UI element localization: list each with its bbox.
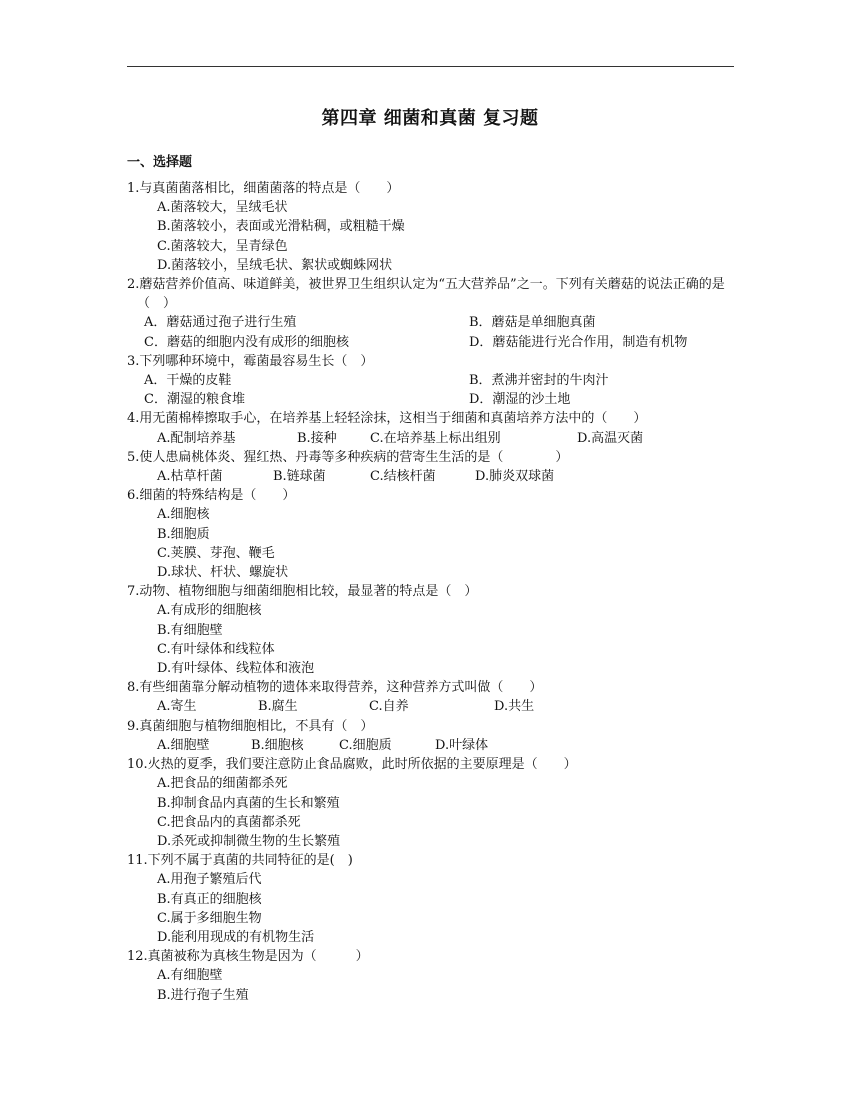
option-c: C.菌落较大，呈青绿色 [157, 238, 288, 254]
option-c: C.自养 [369, 699, 409, 715]
option-d: D.叶绿体 [435, 737, 489, 753]
option-list [127, 697, 737, 716]
question-11 [127, 851, 737, 947]
option-b: B.抑制食品内真菌的生长和繁殖 [157, 795, 340, 811]
option-a: A．蘑菇通过孢子进行生殖 [144, 315, 297, 331]
question-stem: 6.细菌的特殊结构是（ ） [127, 488, 296, 504]
option-list [127, 870, 737, 947]
option-d: D.共生 [494, 699, 535, 715]
option-d: D.菌落较小，呈绒毛状、絮状或蜘蛛网状 [157, 257, 393, 273]
option-b: B.菌落较小，表面或光滑粘稠，或粗糙干燥 [157, 219, 405, 235]
option-a: A.有成形的细胞核 [157, 603, 262, 619]
option-a: A.用孢子繁殖后代 [157, 872, 262, 888]
option-b: B.有真正的细胞核 [157, 891, 262, 907]
option-a: A．干燥的皮鞋 [144, 373, 232, 389]
option-a: A.菌落较大，呈绒毛状 [157, 200, 288, 216]
option-c: C.细胞质 [339, 737, 392, 753]
option-c: C.把食品内的真菌都杀死 [157, 814, 301, 830]
question-7 [127, 582, 737, 678]
option-b: B.腐生 [258, 699, 298, 715]
page-title: 第四章 细菌和真菌 复习题 [321, 108, 539, 129]
question-stem: 1.与真菌菌落相比，细菌菌落的特点是（ ） [127, 181, 400, 196]
question-list [127, 179, 737, 1005]
option-a: A.配制培养基 [157, 430, 236, 446]
question-stem: 12.真菌被称为真核生物是因为（ ） [127, 949, 369, 965]
option-d: D．蘑菇能进行光合作用，制造有机物 [469, 334, 688, 350]
question-stem: 7.动物、植物细胞与细菌细胞相比较，最显著的特点是（ ） [127, 584, 478, 600]
question-6 [127, 486, 737, 582]
option-b: B.细胞核 [251, 737, 304, 753]
question-stem: 4.用无菌棉棒擦取手心，在培养基上轻轻涂抹，这相当于细菌和真菌培养方法中的（ ） [127, 411, 647, 427]
option-a: A.寄生 [157, 699, 197, 715]
question-9 [127, 717, 737, 755]
option-c: C.结核杆菌 [370, 469, 436, 485]
option-list [127, 505, 737, 582]
option-d: D.有叶绿体、线粒体和液泡 [157, 661, 315, 677]
question-stem: 2.蘑菇营养价值高、味道鲜美，被世界卫生组织认定为“五大营养品”之一。下列有关蘑菇的说法正确的是（ ） [127, 277, 725, 312]
option-list [127, 198, 737, 275]
option-b: B.有细胞壁 [157, 622, 223, 638]
option-c: C.荚膜、芽孢、鞭毛 [157, 545, 275, 561]
question-stem: 10.火热的夏季，我们要注意防止食品腐败，此时所依据的主要原理是（ ） [127, 757, 577, 773]
option-a: A.细胞壁 [157, 737, 210, 753]
option-list [127, 313, 737, 351]
option-b: B．蘑菇是单细胞真菌 [469, 315, 596, 331]
question-stem: 5.使人患扁桃体炎、猩红热、丹毒等多种疾病的营寄生生活的是（ ） [127, 449, 569, 465]
option-d: D.球状、杆状、螺旋状 [157, 565, 289, 581]
question-stem: 9.真菌细胞与植物细胞相比，不具有（ ） [127, 718, 374, 734]
question-12 [127, 947, 737, 1005]
question-5 [127, 448, 737, 486]
option-c: C.在培养基上标出组别 [370, 430, 501, 446]
option-list [127, 966, 737, 1004]
option-d: D.肺炎双球菌 [475, 469, 555, 485]
option-list [127, 467, 737, 486]
header-rule [127, 66, 734, 67]
option-b: B.接种 [297, 430, 337, 446]
question-stem: 3.下列哪种环境中，霉菌最容易生长（ ） [127, 353, 374, 369]
option-list [127, 601, 737, 678]
question-8 [127, 678, 737, 716]
option-b: B.细胞质 [157, 526, 210, 542]
option-c: C.属于多细胞生物 [157, 910, 262, 926]
option-c: C．潮湿的粮食堆 [144, 392, 245, 408]
option-c: C.有叶绿体和线粒体 [157, 641, 275, 657]
option-list [127, 736, 737, 755]
option-d: D.杀死或抑制微生物的生长繁殖 [157, 833, 341, 849]
option-list [127, 774, 737, 851]
option-a: A.有细胞壁 [157, 968, 223, 984]
question-1 [127, 179, 737, 275]
section-heading: 一、选择题 [127, 155, 193, 170]
option-a: A.把食品的细菌都杀死 [157, 776, 288, 792]
option-c: C．蘑菇的细胞内没有成形的细胞核 [144, 334, 349, 350]
option-list [127, 429, 737, 448]
option-b: B.进行孢子生殖 [157, 987, 249, 1003]
question-3 [127, 352, 737, 410]
option-d: D.能利用现成的有机物生活 [157, 929, 315, 945]
option-a: A.枯草杆菌 [157, 469, 223, 485]
question-10 [127, 755, 737, 851]
option-b: B.链球菌 [273, 469, 326, 485]
question-2 [127, 275, 737, 352]
question-4 [127, 409, 737, 447]
question-stem: 11.下列不属于真菌的共同特征的是( ) [127, 853, 353, 869]
option-b: B．煮沸并密封的牛肉汁 [469, 373, 609, 389]
option-list [127, 371, 737, 409]
question-stem: 8.有些细菌靠分解动植物的遗体来取得营养，这种营养方式叫做（ ） [127, 680, 543, 696]
option-a: A.细胞核 [157, 507, 210, 523]
option-d: D.高温灭菌 [577, 430, 644, 446]
option-d: D．潮湿的沙土地 [469, 392, 571, 408]
